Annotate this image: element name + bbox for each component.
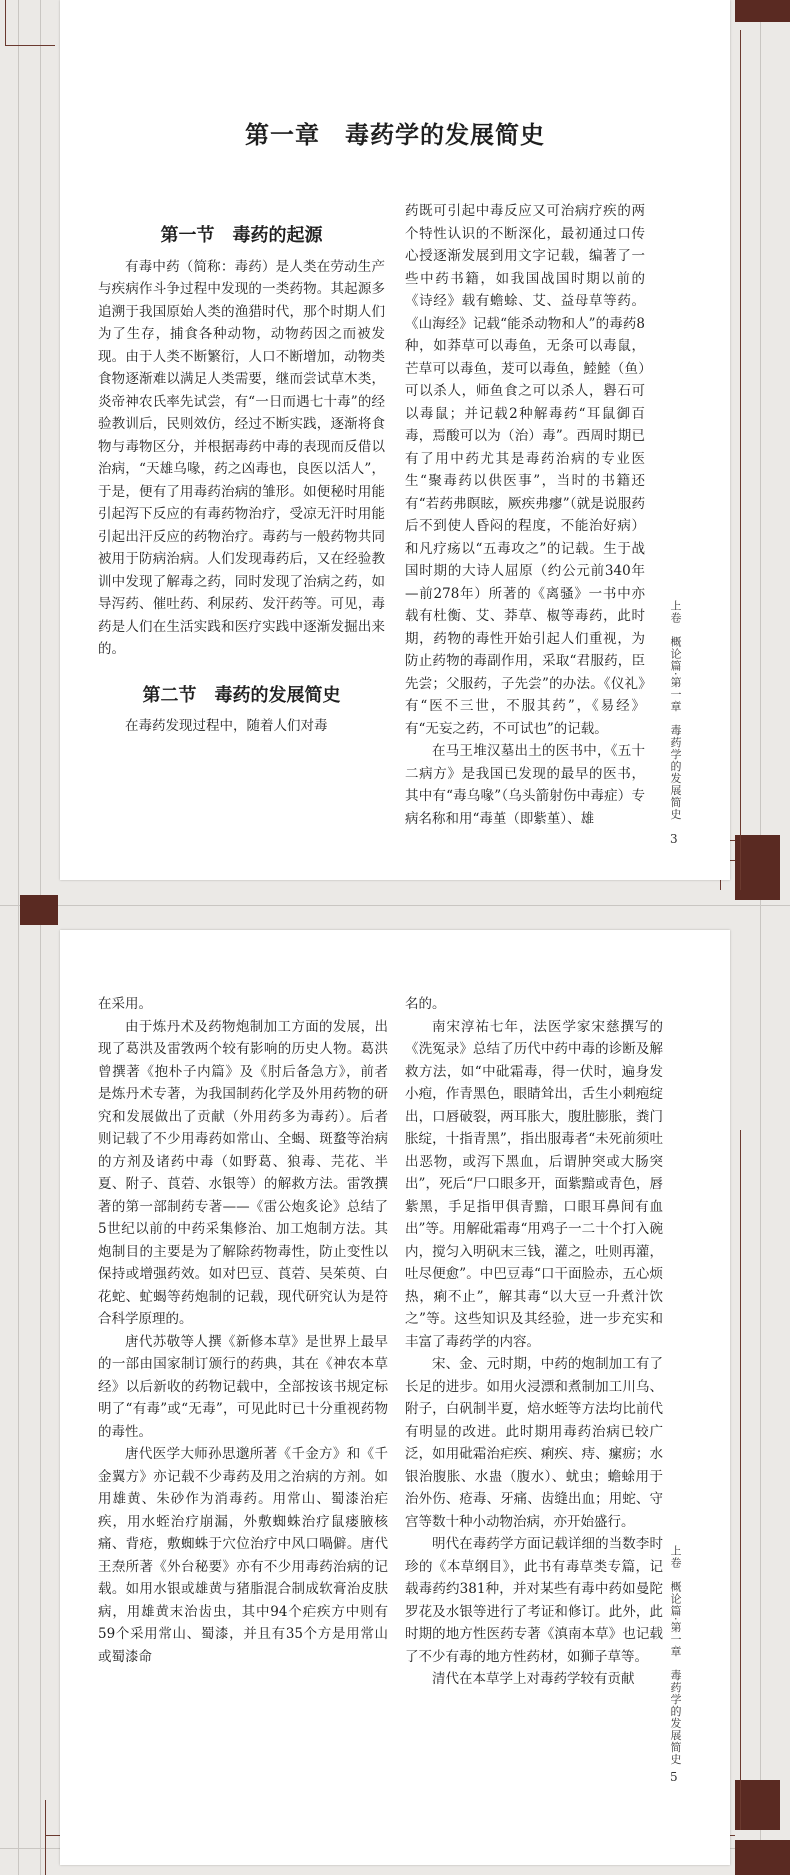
page-number: 5 xyxy=(670,1770,678,1784)
running-header-vertical: 上卷 概论篇·第一章 毒药学的发展简史 xyxy=(669,600,682,821)
page3-left-column xyxy=(98,225,385,738)
chapter-title: 第一章 毒药学的发展简史 xyxy=(245,120,545,149)
section1-title: 第一节 毒药的起源 xyxy=(160,225,323,246)
paragraph: 宋、金、元时期，中药的炮制加工有了长足的进步。如用火浸漂和煮制加工川乌、附子，白矾制半夏，焙水蛭等方法均比前代有明显的改进。此时期用毒药治病已较广泛，如用砒霜治疟疾、痢疾、痔、瘰疬；水银治腹胀、水蛊（腹水）、蚘虫；蟾蜍用于治外伤、疮毒、牙痛、齿缝出血；用蛇、守宫等数十种小动物治病，亦开始盛行。 xyxy=(405,1356,663,1530)
paragraph: 药既可引起中毒反应又可治病疗疾的两个特性认识的不断深化，最初通过口传心授逐渐发展到用文字记载，编著了一些中药书籍，如我国战国时期以前的《诗经》载有蟾蜍、艾、益母草等药。《山海经》记载“能杀动物和人”的毒药8种，如莽草可以毒鱼，无条可以毒鼠，芒草可以毒鱼，茇可以毒鱼，鯥鯥（鱼）可以杀人，师鱼食之可以杀人，礜石可以毒鼠；并记载2种解毒药“耳鼠御百毒，焉酸可以为（治）毒”。西周时期已有了用中药尤其是毒药治病的专业医生“聚毒药以供医事”，当时的书籍还有“若药弗瞑眩，厥疾弗瘳”（就是说服药后不到使人昏闷的程度，不能治好病）和凡疗疡以“五毒攻之”的记载。生于战国时期的大诗人屈原（约公元前340年—前278年）所著的《离骚》一书中亦载有杜衡、艾、莽草、椒等毒药，此时期，药物的毒性开始引起人们重视，为防止药物的毒副作用，采取“君服药，臣先尝；父服药，子先尝”的办法。《仪礼》有“医不三世，不服其药”，《易经》有“无妄之药，不可试也”的记载。 xyxy=(405,203,645,737)
paragraph: 在马王堆汉墓出土的医书中，《五十二病方》是我国已发现的最早的医书，其中有“毒乌喙”（乌头箭射伤中毒症）专病名称和用“毒堇（即紫堇）、雄 xyxy=(405,743,645,827)
running-header-vertical: 上卷 概论篇·第一章 毒药学的发展简史 xyxy=(669,1545,682,1766)
paragraph: 清代在本草学上对毒药学较有贡献 xyxy=(432,1671,635,1687)
paragraph: 名的。 xyxy=(405,996,446,1012)
paragraph: 有毒中药（简称：毒药）是人类在劳动生产与疾病作斗争过程中发现的一类药物。其起源多追溯于我国原始人类的渔猎时代，那个时期人们为了生存，捕食各种动物，动物药因之而被发现。由于人类不断繁衍，人口不断增加，动物类食物逐渐难以满足人类需要，继而尝试草木类，炎帝神农氏率先试尝，有“一日而遇七十毒”的经验教训后，民则效仿，经过不断实践，逐渐将食物与毒物区分，并根据毒药中毒的表现而反借以治病，“天雄乌喙，药之凶毒也，良医以活人”，于是，便有了用毒药治病的雏形。如便秘时用能引起泻下反应的有毒药物治疗，受凉无汗时用能引起出汗反应的药物治疗。毒药与一般药物共同被用于防病治病。人们发现毒药后，又在经验教训中发现了解毒之药，同时发现了治病之药，如导泻药、催吐药、利尿药、发汗药等。可见，毒药是人们在生活实践和医疗实践中逐渐发掘出来的。 xyxy=(98,258,385,657)
page-number: 3 xyxy=(670,832,678,846)
paragraph: 在毒药发现过程中，随着人们对毒 xyxy=(125,718,328,734)
section2-title: 第二节 毒药的发展简史 xyxy=(142,684,341,706)
paragraph: 明代在毒药学方面记载详细的当数李时珍的《本草纲目》，此书有毒草类专篇，记载毒药约381种，并对某些有毒中药如曼陀罗花及水银等进行了考证和修订。此外，此时期的地方性医药专著《滇南本草》也记载了不少有毒的地方性药材，如狮子草等。 xyxy=(405,1536,663,1665)
paragraph: 唐代苏敬等人撰《新修本草》是世界上最早的一部由国家制订颁行的药典，其在《神农本草经》以后新收的药物记载中，全部按该书规定标明了“有毒”或“无毒”，可见此时已十分重视药物的毒性。 xyxy=(98,1333,388,1440)
page5-right-column xyxy=(405,993,663,1691)
page3-right-column xyxy=(405,200,645,830)
paragraph: 由于炼丹术及药物炮制加工方面的发展，出现了葛洪及雷敩两个较有影响的历史人物。葛洪曾撰著《抱朴子内篇》及《肘后备急方》，前者是炼丹术专著，为我国制药化学及外用药物的研究和发展做出了贡献（外用药多为毒药）。后者则记载了不少用毒药如常山、全蝎、斑蝥等治病的方剂及诸药中毒（如野葛、狼毒、芫花、半夏、附子、莨菪、水银等）的解救方法。雷敩撰著的第一部制药专著——《雷公炮炙论》总结了5世纪以前的中药采集修治、加工炮制方法。其炮制目的主要是为了解除药物毒性，防止变性以保持或增强药效。如对巴豆、莨菪、吴茱萸、白花蛇、虻蝎等药炮制的记载，现代研究认为是符合科学原理的。 xyxy=(98,1018,388,1327)
paragraph: 在采用。 xyxy=(98,996,152,1012)
paragraph: 南宋淳祐七年，法医学家宋慈撰写的《洗冤录》总结了历代中药中毒的诊断及解救方法，如“中砒霜毒，得一伏时，遍身发小疱，作青黑色，眼睛耸出，舌生小刺疱绽出，口唇破裂，两耳胀大，腹肚膨胀，粪门胀绽，十指青黑”，指出服毒者“未死前须吐出恶物，或泻下黑血，后谓肿突或大肠突出”，死后“尸口眼多开，面紫黯或青色，唇紫黑，手足指甲俱青黯，口眼耳鼻间有血出”等。用解砒霜毒“用鸡子一二十个打入碗内，搅匀入明矾末三钱，灌之，吐则再灌，吐尽便愈”。中巴豆毒“口干面脸赤，五心烦热，痢不止”，解其毒“以大豆一升煮汁饮之”等。这些知识及其经验，进一步充实和丰富了毒药学的内容。 xyxy=(405,1018,663,1350)
paragraph: 唐代医学大师孙思邈所著《千金方》和《千金翼方》亦记载不少毒药及用之治病的方剂。如用雄黄、朱砂作为消毒药。用常山、蜀漆治疟疾，用水蛭治疗崩漏，外敷蜘蛛治疗鼠瘘腋核痛、背疮，敷蜘蛛于穴位治疗中风口喎僻。唐代王焘所著《外台秘要》亦有不少用毒药治病的记载。如用水银或雄黄与猪脂混合制成软膏治皮肤病，用雄黄末治齿虫，其中94个疟疾方中则有59个采用常山、蜀漆，并且有35个方是用常山或蜀漆命 xyxy=(98,1446,388,1665)
page5-left-column xyxy=(98,993,388,1668)
